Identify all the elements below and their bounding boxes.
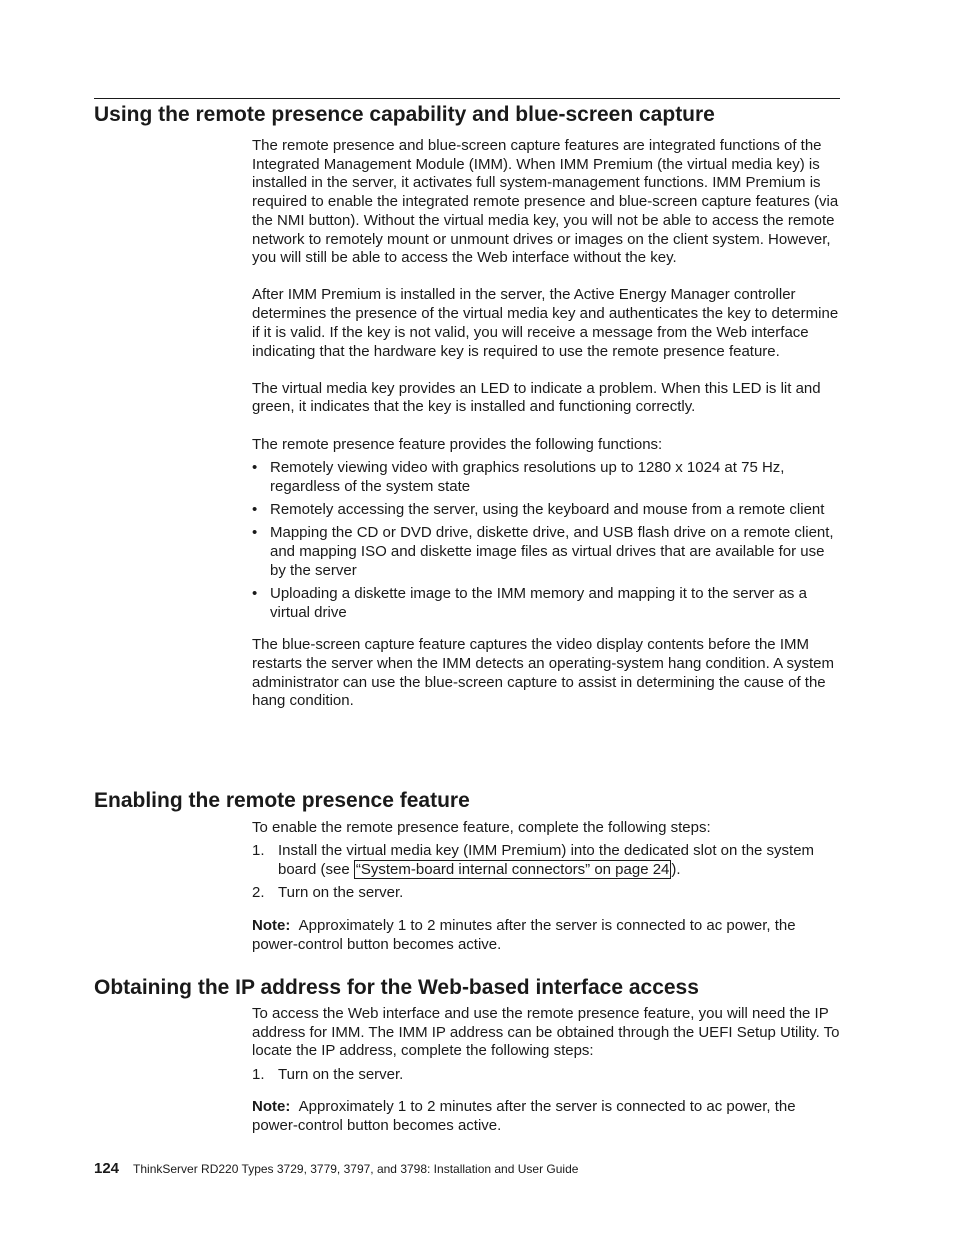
step-text: Install the virtual media key (IMM Premium) into the dedicated slot on the system board (see (278, 842, 815, 878)
feature-list (252, 459, 842, 622)
note-label: Note: (252, 1098, 291, 1116)
section-heading-remote-presence: Using the remote presence capability and blue-screen capture (94, 103, 715, 126)
paragraph: The blue-screen capture feature captures the video display contents before the IMM restarts the server when the IMM detects an operating-system hang condition. A system administrator can use the blue-screen capture to assist in determining the cause of the hang condition. (252, 636, 834, 710)
paragraph: The virtual media key provides an LED to indicate a problem. When this LED is lit and green, it indicates that the key is installed and functioning correctly. (252, 379, 821, 416)
paragraph: The remote presence and blue-screen capture features are integrated functions of the Integrated Management Module (IMM). When IMM Premium (the virtual media key) is installed in the server, it activates full system-management functions. IMM Premium is required to enable the integrated remote presence and blue-screen capture features (via the NMI button). Without the virtual media key, you will not be able to access the remote network to remotely mount or unmount drives or images on the client system. However, you will still be able to access the Web interface without the key. (252, 137, 839, 267)
step-item (252, 884, 842, 903)
step-item (252, 842, 842, 879)
section-body-remote-presence (252, 137, 842, 711)
steps-list (252, 842, 842, 903)
step-text: Turn on the server. (278, 884, 404, 902)
list-item: • Mapping the CD or DVD drive, diskette drive, and USB flash drive on a remote client, and mapping ISO and diskette image files as virtual drives that are available for use by the server (252, 524, 842, 580)
note-text: Approximately 1 to 2 minutes after the server is connected to ac power, the power-control button becomes active. (252, 917, 796, 953)
top-rule (94, 98, 840, 99)
note-label: Note: (252, 917, 291, 934)
paragraph: To enable the remote presence feature, complete the following steps: (252, 819, 711, 836)
step-number: 2. (252, 884, 265, 902)
paragraph: To access the Web interface and use the remote presence feature, you will need the IP address for IMM. The IMM IP address can be obtained through the UEFI Setup Utility. To locate the IP address, complete the following steps: (252, 1005, 840, 1060)
list-item: • Remotely accessing the server, using the keyboard and mouse from a remote client (252, 501, 842, 520)
step-number: 1. (252, 1065, 265, 1083)
steps-list (252, 1066, 842, 1085)
list-item: • Uploading a diskette image to the IMM memory and mapping it to the server as a virtual drive (252, 585, 842, 622)
step-text-end: ). (671, 861, 681, 878)
section-body-enabling (252, 819, 842, 954)
note (252, 917, 842, 954)
document-title: ThinkServer RD220 Types 3729, 3779, 3797, and 3798: Installation and User Guide (133, 1162, 579, 1176)
page-footer (94, 1160, 578, 1178)
step-number: 1. (252, 842, 265, 860)
paragraph: After IMM Premium is installed in the server, the Active Energy Manager controller determines the presence of the virtual media key and authenticates the key to determine if it is valid. If the key is not valid, you will receive a message from the Web interface indicating that the hardware key is required to use the remote presence feature. (252, 286, 839, 360)
section-heading-obtaining-ip: Obtaining the IP address for the Web-based interface access (94, 976, 699, 999)
note (252, 1098, 842, 1135)
page-number: 124 (94, 1160, 120, 1177)
list-item: • Remotely viewing video with graphics resolutions up to 1280 x 1024 at 75 Hz, regardless of the system state (252, 459, 842, 496)
paragraph: The remote presence feature provides the following functions: (252, 435, 663, 453)
connectors-link[interactable]: “System-board internal connectors” on page 24 (355, 861, 670, 878)
step-item (252, 1066, 842, 1085)
section-body-obtaining-ip (252, 1005, 842, 1136)
section-heading-enabling: Enabling the remote presence feature (94, 789, 470, 812)
step-text: Turn on the server. (278, 1065, 404, 1083)
note-text: Approximately 1 to 2 minutes after the server is connected to ac power, the power-control button becomes active. (252, 1098, 796, 1135)
